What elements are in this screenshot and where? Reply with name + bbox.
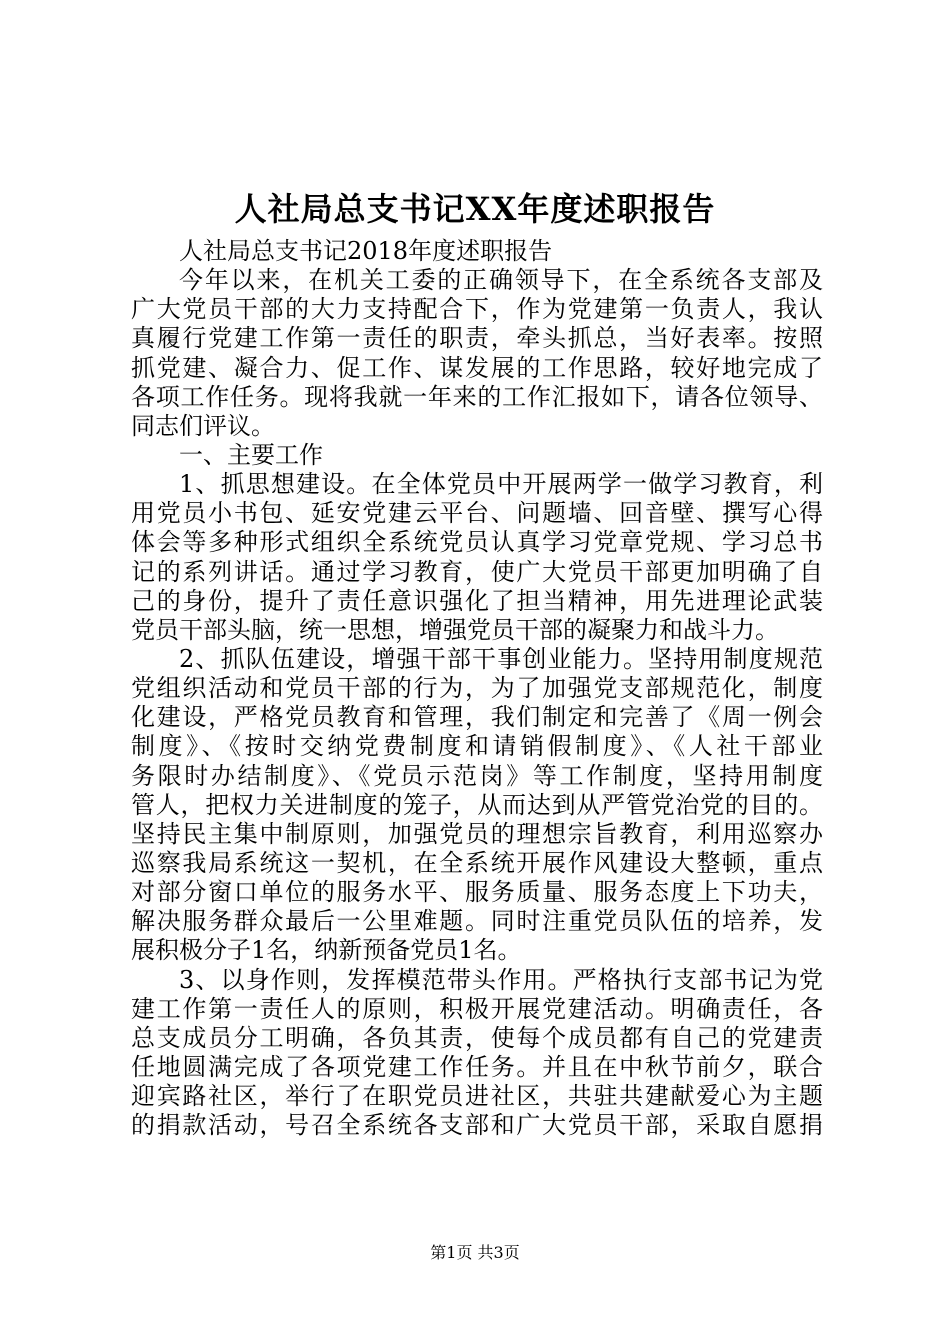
text-line: 迎宾路社区，举行了在职党员进社区，共驻共建献爱心为主题 [131,1082,823,1111]
text-line: 管人，把权力关进制度的笼子，从而达到从严管党治党的目的。 [131,790,823,819]
text-line: 制度》、《按时交纳党费制度和请销假制度》、《人社干部业 [131,732,823,761]
text-line: 己的身份，提升了责任意识强化了担当精神，用先进理论武装 [131,586,823,615]
text-line: 党员干部头脑，统一思想，增强党员干部的凝聚力和战斗力。 [131,615,779,644]
text-line: 化建设，严格党员教育和管理，我们制定和完善了《周一例会 [131,703,823,732]
text-line: 1、抓思想建设。在全体党员中开展两学一做学习教育，利 [179,470,823,499]
text-line: 同志们评议。 [131,411,275,440]
text-line: 坚持民主集中制原则，加强党员的理想宗旨教育，利用巡察办 [131,819,823,848]
text-line: 真履行党建工作第一责任的职责，牵头抓总，当好表率。按照 [131,324,823,353]
text-line: 一、主要工作 [179,440,323,469]
text-line: 记的系列讲话。通过学习教育，使广大党员干部更加明确了自 [131,557,823,586]
text-line: 任地圆满完成了各项党建工作任务。并且在中秋节前夕，联合 [131,1052,823,1081]
text-line: 解决服务群众最后一公里难题。同时注重党员队伍的培养，发 [131,907,823,936]
text-line: 抓党建、凝合力、促工作、谋发展的工作思路，较好地完成了 [131,353,823,382]
text-line: 总支成员分工明确，各负其责，使每个成员都有自己的党建责 [131,1023,823,1052]
text-line: 用党员小书包、延安党建云平台、问题墙、回音壁、撰写心得 [131,499,823,528]
page-footer: 第1页 共3页 [430,1243,520,1262]
text-line: 建工作第一责任人的原则，积极开展党建活动。明确责任，各 [131,994,823,1023]
text-line: 展积极分子1名，纳新预备党员1名。 [131,936,522,965]
text-line: 务限时办结制度》、《党员示范岗》等工作制度，坚持用制度 [131,761,823,790]
text-line: 各项工作任务。现将我就一年来的工作汇报如下，请各位领导、 [131,382,823,411]
text-line: 广大党员干部的大力支持配合下，作为党建第一负责人，我认 [131,295,823,324]
text-line: 2、抓队伍建设，增强干部干事创业能力。坚持用制度规范 [179,644,823,673]
text-line: 体会等多种形式组织全系统党员认真学习党章党规、学习总书 [131,528,823,557]
text-line: 巡察我局系统这一契机，在全系统开展作风建设大整顿，重点 [131,848,823,877]
text-line: 党组织活动和党员干部的行为，为了加强党支部规范化，制度 [131,674,823,703]
document-title: 人社局总支书记XX年度述职报告 [234,190,716,228]
text-line: 的捐款活动，号召全系统各支部和广大党员干部，采取自愿捐 [131,1111,823,1140]
text-line: 3、以身作则，发挥模范带头作用。严格执行支部书记为党 [179,965,823,994]
text-line: 今年以来，在机关工委的正确领导下，在全系统各支部及 [179,266,823,295]
text-line: 对部分窗口单位的服务水平、服务质量、服务态度上下功夫， [131,878,823,907]
text-line: 人社局总支书记2018年度述职报告 [179,237,553,265]
document-body [131,237,823,1140]
